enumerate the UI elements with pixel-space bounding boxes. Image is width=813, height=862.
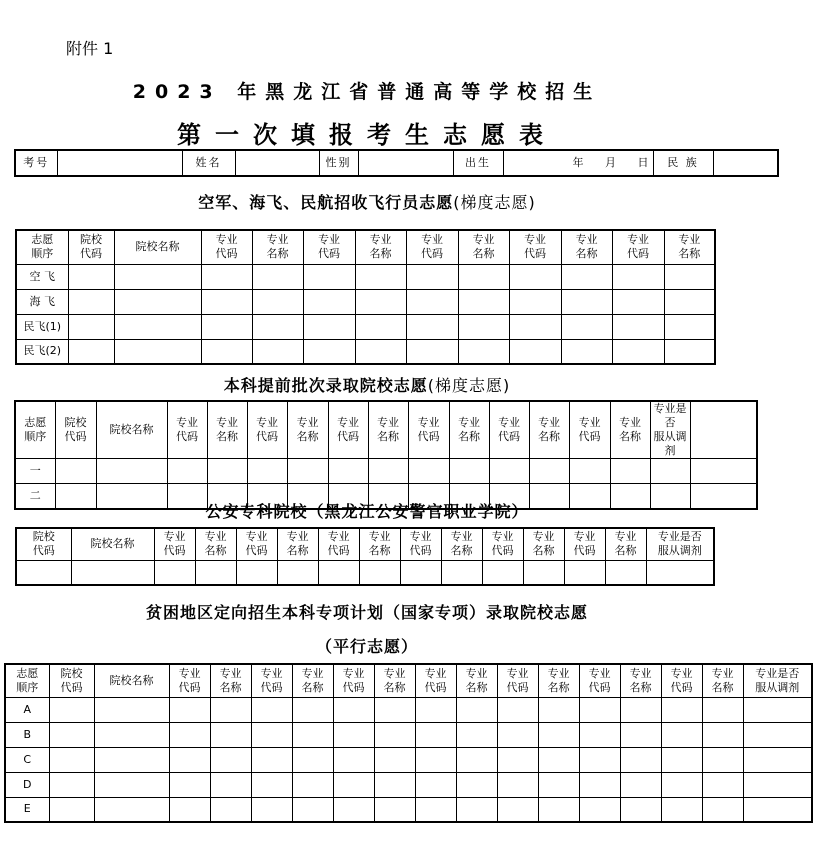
entry-cell[interactable]	[612, 289, 664, 314]
gender-label: 性别	[319, 150, 358, 176]
entry-cell[interactable]	[664, 314, 715, 339]
entry-cell[interactable]	[661, 697, 702, 722]
entry-cell[interactable]	[169, 697, 210, 722]
header-school-name: 院校名称	[71, 528, 154, 560]
form-title-line2: 第一次填报考生志愿表	[177, 121, 557, 149]
entry-cell[interactable]	[646, 560, 714, 585]
attachment-label: 附件 1	[66, 39, 114, 58]
header-major-name: 专业 名称	[210, 664, 251, 697]
entry-cell[interactable]	[497, 697, 538, 722]
entry-cell[interactable]	[661, 772, 702, 797]
entry-cell[interactable]	[509, 289, 561, 314]
entry-cell[interactable]	[210, 772, 251, 797]
row-label: 一	[15, 459, 55, 484]
entry-cell[interactable]	[251, 697, 292, 722]
header-major-code: 专业 代码	[564, 528, 605, 560]
header-school-name: 院校名称	[114, 230, 201, 264]
entry-cell[interactable]	[561, 289, 612, 314]
entry-cell[interactable]	[303, 314, 355, 339]
entry-cell[interactable]	[620, 747, 661, 772]
entry-cell[interactable]	[333, 747, 374, 772]
entry-cell[interactable]	[303, 339, 355, 364]
entry-cell[interactable]	[114, 339, 201, 364]
entry-cell[interactable]	[292, 772, 333, 797]
entry-cell[interactable]	[96, 459, 167, 484]
header-major-name: 专业 名称	[374, 664, 415, 697]
entry-cell[interactable]	[579, 772, 620, 797]
entry-cell[interactable]	[292, 747, 333, 772]
table-row	[5, 797, 812, 822]
header-major-code: 专业 代码	[406, 230, 458, 264]
entry-cell[interactable]	[374, 722, 415, 747]
header-major-name: 专业 名称	[277, 528, 318, 560]
entry-cell[interactable]	[292, 697, 333, 722]
pilot-choice-table	[15, 229, 716, 365]
header-order: 志愿 顺序	[5, 664, 49, 697]
entry-cell[interactable]	[333, 772, 374, 797]
table-row	[16, 339, 715, 364]
entry-cell[interactable]	[415, 772, 456, 797]
entry-cell[interactable]	[702, 772, 743, 797]
table-row	[5, 722, 812, 747]
exam-no-field[interactable]	[57, 150, 182, 176]
header-major-code: 专业 代码	[408, 401, 449, 459]
entry-cell[interactable]	[287, 459, 328, 484]
entry-cell[interactable]	[114, 289, 201, 314]
table-header-row	[16, 230, 715, 264]
entry-cell[interactable]	[252, 289, 303, 314]
row-label: C	[5, 747, 49, 772]
entry-cell[interactable]	[561, 339, 612, 364]
entry-cell[interactable]	[359, 560, 400, 585]
entry-cell[interactable]	[489, 459, 529, 484]
entry-cell[interactable]	[318, 560, 359, 585]
entry-cell[interactable]	[68, 314, 114, 339]
entry-cell[interactable]	[664, 264, 715, 289]
header-major-code: 专业 代码	[328, 401, 368, 459]
entry-cell[interactable]	[497, 722, 538, 747]
police-college-table	[15, 527, 715, 586]
header-major-name: 专业 名称	[292, 664, 333, 697]
entry-cell[interactable]	[538, 697, 579, 722]
entry-cell[interactable]	[251, 797, 292, 822]
entry-cell[interactable]	[368, 459, 408, 484]
entry-cell[interactable]	[251, 747, 292, 772]
entry-cell[interactable]	[497, 747, 538, 772]
header-major-code: 专业 代码	[612, 230, 664, 264]
header-major-code: 专业 代码	[400, 528, 441, 560]
entry-cell[interactable]	[236, 560, 277, 585]
header-major-code: 专业 代码	[489, 401, 529, 459]
entry-cell[interactable]	[328, 459, 368, 484]
header-major-code: 专业 代码	[247, 401, 287, 459]
entry-cell[interactable]	[605, 560, 646, 585]
entry-cell[interactable]	[49, 797, 94, 822]
entry-cell[interactable]	[355, 339, 406, 364]
entry-cell[interactable]	[456, 772, 497, 797]
entry-cell[interactable]	[415, 722, 456, 747]
entry-cell[interactable]	[400, 560, 441, 585]
header-major-name: 专业 名称	[458, 230, 509, 264]
entry-cell[interactable]	[497, 797, 538, 822]
early-batch-table	[14, 400, 758, 510]
entry-cell[interactable]	[612, 264, 664, 289]
entry-cell[interactable]	[690, 459, 757, 484]
entry-cell[interactable]	[94, 772, 169, 797]
entry-cell[interactable]	[154, 560, 195, 585]
entry-cell[interactable]	[303, 289, 355, 314]
birth-date-field[interactable]: 年 月 日	[503, 150, 653, 176]
header-major-name: 专业 名称	[456, 664, 497, 697]
entry-cell[interactable]	[406, 339, 458, 364]
header-major-name: 专业 名称	[368, 401, 408, 459]
table-row	[16, 314, 715, 339]
entry-cell[interactable]	[55, 459, 96, 484]
row-label: E	[5, 797, 49, 822]
entry-cell[interactable]	[94, 797, 169, 822]
header-major-code: 专业 代码	[509, 230, 561, 264]
entry-cell[interactable]	[210, 747, 251, 772]
header-major-name: 专业 名称	[538, 664, 579, 697]
entry-cell[interactable]	[523, 560, 564, 585]
header-major-code: 专业 代码	[303, 230, 355, 264]
entry-cell[interactable]	[251, 772, 292, 797]
table-header-row	[5, 664, 812, 697]
entry-cell[interactable]	[650, 459, 690, 484]
table-row	[15, 459, 757, 484]
entry-cell[interactable]	[49, 697, 94, 722]
header-major-code: 专业 代码	[661, 664, 702, 697]
header-major-name: 专业 名称	[620, 664, 661, 697]
entry-cell[interactable]	[169, 747, 210, 772]
entry-cell[interactable]	[743, 772, 812, 797]
table-row	[5, 747, 812, 772]
entry-cell[interactable]	[620, 722, 661, 747]
section3-heading	[0, 499, 734, 522]
gender-field[interactable]	[358, 150, 453, 176]
entry-cell[interactable]	[456, 697, 497, 722]
entry-cell[interactable]	[561, 314, 612, 339]
entry-cell[interactable]	[664, 339, 715, 364]
name-label: 姓名	[182, 150, 235, 176]
entry-cell[interactable]	[702, 797, 743, 822]
entry-cell[interactable]	[529, 459, 569, 484]
entry-cell[interactable]	[497, 772, 538, 797]
entry-cell[interactable]	[374, 797, 415, 822]
ethnicity-label: 民 族	[653, 150, 713, 176]
entry-cell[interactable]	[538, 772, 579, 797]
section3-title: 公安专科院校（黑龙江公安警官职业学院）	[205, 502, 529, 521]
entry-cell[interactable]	[16, 560, 71, 585]
header-school-code: 院校 代码	[68, 230, 114, 264]
section4-subtitle: （平行志愿）	[315, 637, 418, 656]
entry-cell[interactable]	[415, 797, 456, 822]
header-major-name: 专业 名称	[355, 230, 406, 264]
entry-cell[interactable]	[374, 772, 415, 797]
entry-cell[interactable]	[49, 772, 94, 797]
entry-cell[interactable]	[449, 459, 489, 484]
candidate-info-table	[14, 149, 779, 177]
table-header-row	[16, 528, 714, 560]
table-row	[16, 264, 715, 289]
entry-cell[interactable]	[355, 314, 406, 339]
entry-cell[interactable]	[374, 747, 415, 772]
entry-cell[interactable]	[579, 797, 620, 822]
entry-cell[interactable]	[743, 722, 812, 747]
section4-title: 贫困地区定向招生本科专项计划（国家专项）录取院校志愿	[145, 603, 588, 622]
entry-cell[interactable]	[406, 264, 458, 289]
entry-cell[interactable]	[415, 747, 456, 772]
entry-cell[interactable]	[68, 289, 114, 314]
entry-cell[interactable]	[612, 339, 664, 364]
header-school-name: 院校名称	[96, 401, 167, 459]
entry-cell[interactable]	[743, 747, 812, 772]
row-label: 二	[15, 484, 55, 509]
entry-cell[interactable]	[94, 697, 169, 722]
header-major-name: 专业 名称	[610, 401, 650, 459]
entry-cell[interactable]	[333, 797, 374, 822]
entry-cell[interactable]	[538, 797, 579, 822]
entry-cell[interactable]	[292, 722, 333, 747]
entry-cell[interactable]	[406, 289, 458, 314]
entry-cell[interactable]	[355, 264, 406, 289]
row-label: 民飞(1)	[16, 314, 68, 339]
entry-cell[interactable]	[277, 560, 318, 585]
section2-title: 本科提前批次录取院校志愿	[223, 376, 428, 395]
entry-cell[interactable]	[408, 459, 449, 484]
entry-cell[interactable]	[620, 697, 661, 722]
header-major-name: 专业 名称	[605, 528, 646, 560]
entry-cell[interactable]	[114, 264, 201, 289]
table-header-row	[15, 401, 757, 459]
entry-cell[interactable]	[252, 339, 303, 364]
entry-cell[interactable]	[68, 339, 114, 364]
entry-cell[interactable]	[355, 289, 406, 314]
header-school-code: 院校 代码	[55, 401, 96, 459]
section1-title: 空军、海飞、民航招收飞行员志愿	[198, 193, 454, 212]
header-obey: 专业是否 服从调剂	[650, 401, 690, 459]
entry-cell[interactable]	[406, 314, 458, 339]
entry-cell[interactable]	[664, 289, 715, 314]
entry-cell[interactable]	[458, 264, 509, 289]
special-plan-table	[4, 663, 813, 823]
entry-cell[interactable]	[456, 722, 497, 747]
header-major-name: 专业 名称	[449, 401, 489, 459]
entry-cell[interactable]	[374, 697, 415, 722]
exam-no-label: 考号	[15, 150, 57, 176]
entry-cell[interactable]	[210, 697, 251, 722]
header-major-code: 专业 代码	[497, 664, 538, 697]
entry-cell[interactable]	[702, 747, 743, 772]
entry-cell[interactable]	[579, 722, 620, 747]
entry-cell[interactable]	[661, 722, 702, 747]
header-major-code: 专业 代码	[201, 230, 252, 264]
header-major-name: 专业 名称	[664, 230, 715, 264]
entry-cell[interactable]	[538, 722, 579, 747]
entry-cell[interactable]	[333, 722, 374, 747]
entry-cell[interactable]	[564, 560, 605, 585]
header-order: 志愿 顺序	[15, 401, 55, 459]
entry-cell[interactable]	[458, 339, 509, 364]
header-major-code: 专业 代码	[415, 664, 456, 697]
header-school-code: 院校 代码	[16, 528, 71, 560]
entry-cell[interactable]	[303, 264, 355, 289]
entry-cell[interactable]	[207, 459, 247, 484]
entry-cell[interactable]	[114, 314, 201, 339]
entry-cell[interactable]	[195, 560, 236, 585]
header-major-name: 专业 名称	[287, 401, 328, 459]
section1-note: (梯度志愿)	[453, 193, 536, 212]
row-label: B	[5, 722, 49, 747]
table-row	[16, 289, 715, 314]
entry-cell[interactable]	[702, 697, 743, 722]
section4-subheading	[0, 634, 734, 657]
entry-cell[interactable]	[201, 264, 252, 289]
entry-cell[interactable]	[612, 314, 664, 339]
entry-cell[interactable]	[49, 722, 94, 747]
entry-cell[interactable]	[210, 722, 251, 747]
entry-cell[interactable]	[252, 314, 303, 339]
section1-heading	[0, 190, 734, 213]
row-label: D	[5, 772, 49, 797]
entry-cell[interactable]	[252, 264, 303, 289]
ethnicity-field[interactable]	[713, 150, 778, 176]
entry-cell[interactable]	[456, 797, 497, 822]
header-major-name: 专业 名称	[523, 528, 564, 560]
entry-cell[interactable]	[169, 772, 210, 797]
section4-heading	[0, 600, 734, 623]
entry-cell[interactable]	[94, 722, 169, 747]
entry-cell[interactable]	[201, 339, 252, 364]
entry-cell[interactable]	[482, 560, 523, 585]
row-label: A	[5, 697, 49, 722]
entry-cell[interactable]	[458, 289, 509, 314]
name-field[interactable]	[235, 150, 319, 176]
header-major-code: 专业 代码	[236, 528, 277, 560]
entry-cell[interactable]	[201, 289, 252, 314]
header-major-name: 专业 名称	[702, 664, 743, 697]
entry-cell[interactable]	[247, 459, 287, 484]
header-major-code: 专业 代码	[569, 401, 610, 459]
entry-cell[interactable]	[169, 722, 210, 747]
header-major-name: 专业 名称	[207, 401, 247, 459]
entry-cell[interactable]	[333, 697, 374, 722]
header-major-code: 专业 代码	[318, 528, 359, 560]
header-major-name: 专业 名称	[561, 230, 612, 264]
header-major-code: 专业 代码	[167, 401, 207, 459]
entry-cell[interactable]	[610, 459, 650, 484]
entry-cell[interactable]	[509, 314, 561, 339]
entry-cell[interactable]	[620, 797, 661, 822]
form-title-line1: 2023 年黑龙江省普通高等学校招生	[132, 81, 602, 103]
entry-cell[interactable]	[292, 797, 333, 822]
entry-cell[interactable]	[71, 560, 154, 585]
entry-cell[interactable]	[458, 314, 509, 339]
entry-cell[interactable]	[579, 747, 620, 772]
birth-label: 出生	[453, 150, 503, 176]
entry-cell[interactable]	[569, 459, 610, 484]
header-major-code: 专业 代码	[251, 664, 292, 697]
table-row	[16, 560, 714, 585]
entry-cell[interactable]	[456, 747, 497, 772]
header-school-name: 院校名称	[94, 664, 169, 697]
entry-cell[interactable]	[169, 797, 210, 822]
entry-cell[interactable]	[201, 314, 252, 339]
entry-cell[interactable]	[538, 747, 579, 772]
header-order: 志愿 顺序	[16, 230, 68, 264]
header-obey: 专业是否 服从调剂	[646, 528, 714, 560]
header-major-code: 专业 代码	[579, 664, 620, 697]
header-major-name: 专业 名称	[359, 528, 400, 560]
row-label: 空 飞	[16, 264, 68, 289]
section2-note: (梯度志愿)	[427, 376, 511, 395]
entry-cell[interactable]	[743, 697, 812, 722]
header-major-code: 专业 代码	[482, 528, 523, 560]
header-obey: 专业是否 服从调剂	[743, 664, 812, 697]
entry-cell[interactable]	[743, 797, 812, 822]
entry-cell[interactable]	[579, 697, 620, 722]
header-major-name: 专业 名称	[195, 528, 236, 560]
entry-cell[interactable]	[620, 772, 661, 797]
entry-cell[interactable]	[509, 264, 561, 289]
entry-cell[interactable]	[441, 560, 482, 585]
row-label: 海 飞	[16, 289, 68, 314]
entry-cell[interactable]	[661, 797, 702, 822]
entry-cell[interactable]	[702, 722, 743, 747]
section2-heading	[0, 373, 734, 396]
header-major-name: 专业 名称	[529, 401, 569, 459]
entry-cell[interactable]	[661, 747, 702, 772]
header-major-name: 专业 名称	[252, 230, 303, 264]
entry-cell[interactable]	[251, 722, 292, 747]
header-school-code: 院校 代码	[49, 664, 94, 697]
header-major-code: 专业 代码	[154, 528, 195, 560]
entry-cell[interactable]	[561, 264, 612, 289]
entry-cell[interactable]	[94, 747, 169, 772]
entry-cell[interactable]	[210, 797, 251, 822]
entry-cell[interactable]	[509, 339, 561, 364]
table-row	[5, 697, 812, 722]
entry-cell[interactable]	[49, 747, 94, 772]
header-major-code: 专业 代码	[169, 664, 210, 697]
header-major-code: 专业 代码	[333, 664, 374, 697]
entry-cell[interactable]	[68, 264, 114, 289]
entry-cell[interactable]	[415, 697, 456, 722]
row-label: 民飞(2)	[16, 339, 68, 364]
header-major-name: 专业 名称	[441, 528, 482, 560]
entry-cell[interactable]	[167, 459, 207, 484]
table-row	[5, 772, 812, 797]
